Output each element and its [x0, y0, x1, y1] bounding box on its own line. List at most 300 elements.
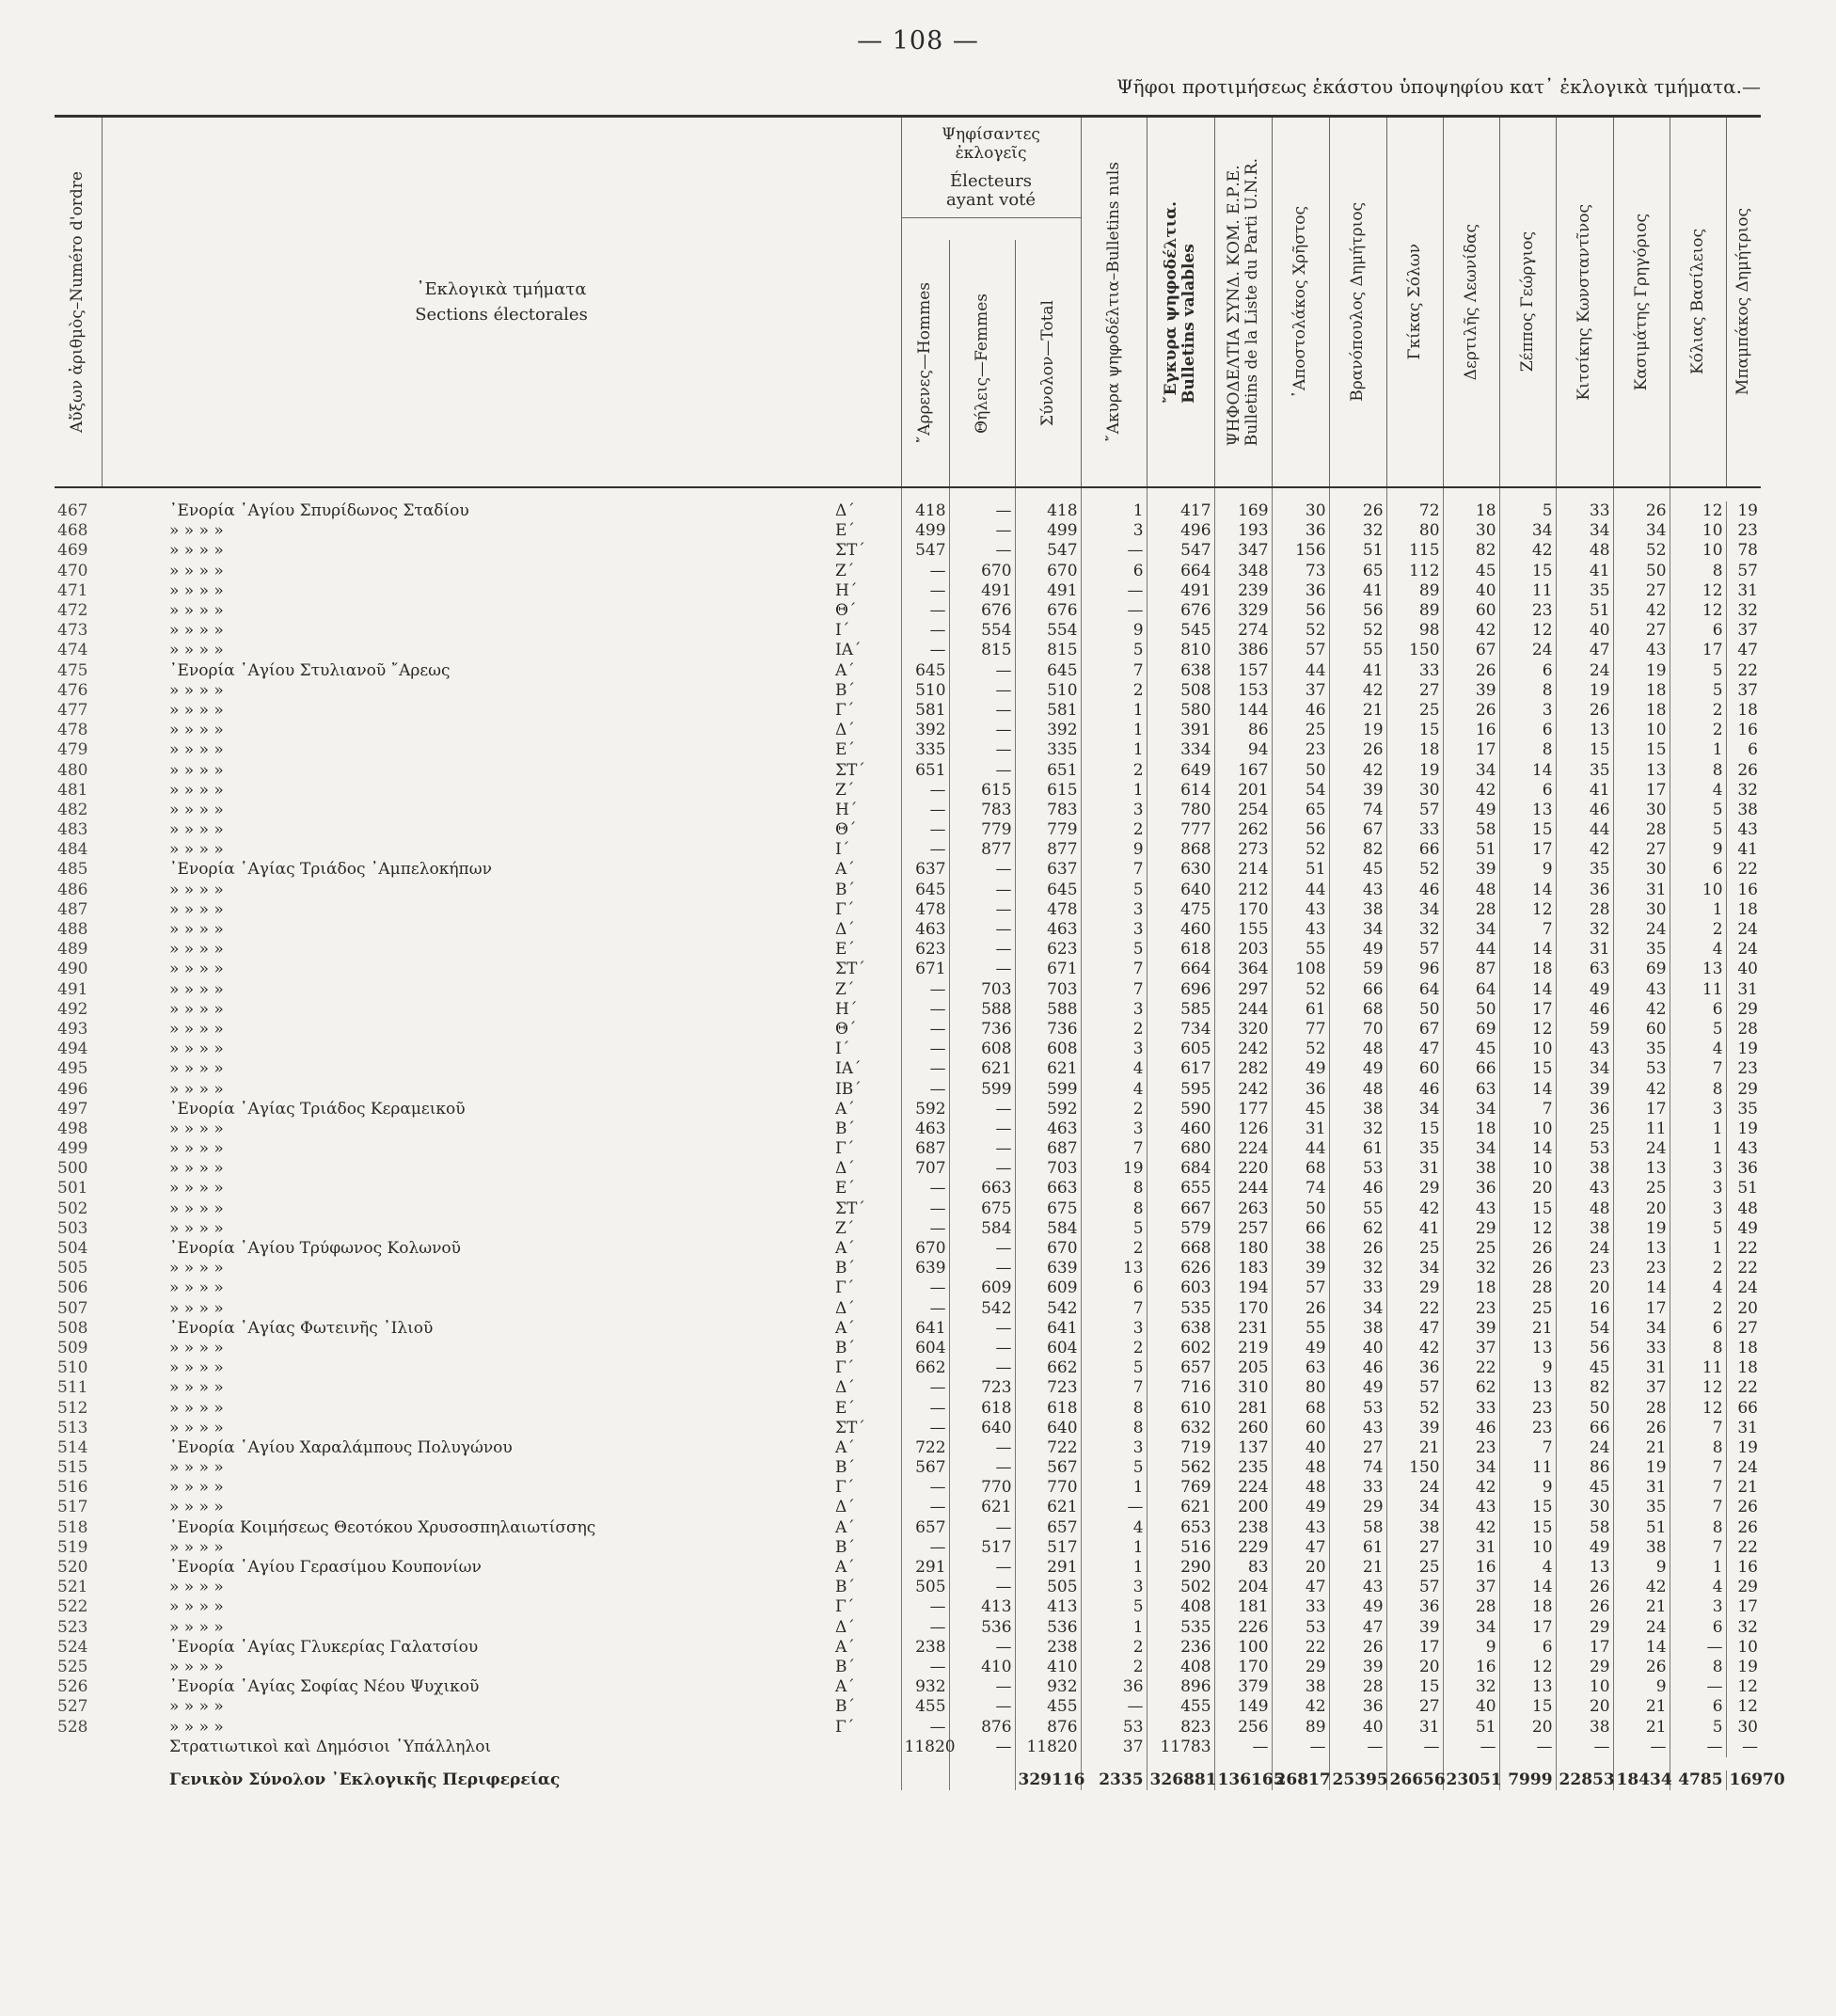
cell-value: 37 [1726, 621, 1761, 641]
cell-value: 205 [1214, 1358, 1272, 1378]
cell-value: 28 [1726, 1020, 1761, 1040]
section-name: ᾽Ενορία ῾Αγίου Στυλιανοῦ ῎Αρεως [169, 660, 451, 680]
cell-value: 13 [1499, 1677, 1556, 1697]
cell-value: 19 [1613, 661, 1670, 681]
header-total: Σύνολον—Total [1037, 300, 1057, 426]
cell-value: 4 [1670, 940, 1726, 960]
header-candidate-9: Μπαμπάκος Δημήτριος [1733, 208, 1753, 396]
header-candidate-5: Ζέππος Γεώργιος [1517, 231, 1537, 373]
section-letter: Ε΄ [835, 521, 855, 541]
cell-value: 297 [1214, 980, 1272, 1000]
row-number: 510 [57, 1358, 88, 1378]
table-row [55, 1498, 1761, 1517]
row-number: 487 [57, 899, 88, 919]
cell-value: 32 [1329, 521, 1386, 541]
cell-value: 67 [1443, 641, 1499, 660]
cell-value: — [901, 1299, 949, 1319]
cell-value: 536 [1015, 1618, 1081, 1638]
cell-value: 9 [1443, 1638, 1499, 1658]
cell-value: 43 [1272, 920, 1329, 940]
cell-value: 36 [1386, 1597, 1443, 1617]
row-number: 488 [57, 920, 88, 940]
section-name: Στρατιωτικοὶ καὶ Δημόσιοι ῾Υπάλληλοι [169, 1737, 492, 1756]
cell-value: 615 [1015, 781, 1081, 801]
section-name: » » » » [169, 760, 224, 780]
cell-value: 8 [1499, 740, 1556, 760]
cell-value: 9 [1613, 1558, 1670, 1578]
cell-value: 43 [1272, 1518, 1329, 1538]
cell-value: — [901, 641, 949, 660]
section-letter: Γ΄ [835, 700, 855, 720]
cell-value: — [1272, 1738, 1329, 1757]
cell-value: 17 [1386, 1638, 1443, 1658]
cell-value: 12 [1499, 1020, 1556, 1040]
section-letter: Θ΄ [835, 601, 857, 621]
section-name: » » » » [169, 561, 224, 580]
cell-value: 21 [1386, 1438, 1443, 1458]
cell-value: 18 [1613, 701, 1670, 721]
section-letter: Α΄ [835, 1239, 855, 1259]
row-number: 515 [57, 1458, 88, 1478]
row-number: 476 [57, 680, 88, 700]
table-row [55, 1458, 1761, 1478]
cell-value: 392 [1015, 721, 1081, 740]
cell-value: 17 [1613, 1100, 1670, 1119]
cell-value: 201 [1214, 781, 1272, 801]
cell-value: 137 [1214, 1438, 1272, 1458]
cell-value: 39 [1556, 1079, 1613, 1099]
cell-value: 170 [1214, 1299, 1272, 1319]
cell-value: 52 [1329, 621, 1386, 641]
cell-value: 8 [1081, 1398, 1147, 1418]
cell-value: 21 [1329, 701, 1386, 721]
section-name: » » » » [169, 840, 224, 860]
section-letter: Α΄ [835, 1099, 855, 1119]
row-number: 527 [57, 1697, 88, 1717]
grand-total-value: 136165 [1214, 1770, 1272, 1790]
cell-value: 31 [1386, 1717, 1443, 1737]
cell-value: 22 [1272, 1638, 1329, 1658]
cell-value: 55 [1329, 641, 1386, 660]
cell-value: 257 [1214, 1219, 1272, 1239]
page-subtitle: Ψῆφοι προτιμήσεως ἑκάστου ὑποψηφίου κατ᾽ ἐκλογικὰ τμήματα.— [1116, 75, 1761, 98]
cell-value: 41 [1556, 781, 1613, 801]
cell-value: 7 [1670, 1458, 1726, 1478]
cell-value: 38 [1556, 1219, 1613, 1239]
section-letter: Δ΄ [835, 1617, 855, 1637]
cell-value: — [1670, 1738, 1726, 1757]
table-row [55, 760, 1761, 780]
cell-value: 417 [1147, 501, 1214, 521]
cell-value: 510 [1015, 681, 1081, 701]
cell-value: — [901, 581, 949, 601]
section-letter: Γ΄ [835, 1597, 855, 1617]
cell-value: 719 [1147, 1438, 1214, 1458]
cell-value: 18 [1726, 900, 1761, 920]
cell-value: 3 [1670, 1597, 1726, 1617]
cell-value: 10 [1499, 1040, 1556, 1059]
row-number: 496 [57, 1079, 88, 1099]
cell-value: 41 [1329, 661, 1386, 681]
row-number: 482 [57, 800, 88, 819]
cell-value: 664 [1147, 960, 1214, 979]
cell-value: — [901, 980, 949, 1000]
cell-value: 10 [1613, 721, 1670, 740]
row-number: 513 [57, 1418, 88, 1437]
cell-value: 53 [1556, 1139, 1613, 1159]
cell-value: 34 [1613, 521, 1670, 541]
cell-value: 60 [1443, 601, 1499, 621]
cell-value: 44 [1272, 1139, 1329, 1159]
section-name: » » » » [169, 680, 224, 700]
cell-value: 26 [1329, 1638, 1386, 1658]
header-candidate-2: Βρανόπουλος Δημήτριος [1348, 202, 1368, 402]
row-number: 505 [57, 1259, 88, 1278]
grand-total-value: 7999 [1499, 1770, 1556, 1790]
cell-value: 21 [1613, 1717, 1670, 1737]
spacer-row [55, 487, 1761, 501]
section-letter: Ε΄ [835, 1179, 855, 1198]
row-number: 471 [57, 580, 88, 600]
cell-value: 27 [1386, 1697, 1443, 1717]
cell-value: 23 [1726, 1059, 1761, 1079]
cell-value: 27 [1386, 1538, 1443, 1558]
row-number: 499 [57, 1139, 88, 1159]
table-row [55, 1378, 1761, 1398]
cell-value: 10 [1726, 1638, 1761, 1658]
cell-value: 24 [1499, 641, 1556, 660]
section-letter: Β΄ [835, 1578, 855, 1597]
cell-value: 20 [1272, 1558, 1329, 1578]
cell-value: 37 [1443, 1339, 1499, 1358]
section-letter: ΣΤ΄ [835, 541, 865, 561]
cell-value: 653 [1147, 1518, 1214, 1538]
cell-value: 1 [1081, 740, 1147, 760]
cell-value: 603 [1147, 1278, 1214, 1298]
cell-value: 57 [1386, 1378, 1443, 1398]
row-number: 470 [57, 561, 88, 580]
table-row [55, 1159, 1761, 1179]
cell-value: — [901, 1618, 949, 1638]
cell-value: 783 [949, 801, 1015, 820]
cell-value: — [949, 940, 1015, 960]
cell-value: 10 [1670, 541, 1726, 561]
cell-value: 460 [1147, 920, 1214, 940]
cell-value: 19 [1726, 501, 1761, 521]
cell-value: — [901, 1419, 949, 1438]
cell-value: 61 [1272, 1000, 1329, 1020]
cell-value: 408 [1147, 1658, 1214, 1677]
cell-value: 5 [1670, 661, 1726, 681]
cell-value: 64 [1443, 980, 1499, 1000]
table-row [55, 1518, 1761, 1538]
cell-value: 49 [1272, 1339, 1329, 1358]
table-row [55, 980, 1761, 1000]
cell-value: 670 [901, 1239, 949, 1259]
row-number: 522 [57, 1597, 88, 1617]
cell-value: 491 [949, 581, 1015, 601]
cell-value: 1 [1670, 740, 1726, 760]
cell-value: 48 [1329, 1040, 1386, 1059]
cell-value: 769 [1147, 1478, 1214, 1498]
results-table [55, 115, 1785, 1790]
cell-value: 36 [1272, 1079, 1329, 1099]
cell-value: 5 [1670, 1219, 1726, 1239]
cell-value: 34 [1556, 521, 1613, 541]
cell-value: 21 [1613, 1438, 1670, 1458]
section-name: ᾽Ενορία ῾Αγίας Τριάδος ᾽Αμπελοκήπων [169, 860, 492, 880]
cell-value: 53 [1272, 1618, 1329, 1638]
cell-value: 31 [1613, 881, 1670, 900]
cell-value: — [949, 1100, 1015, 1119]
cell-value: 2 [1670, 701, 1726, 721]
cell-value: 40 [1726, 960, 1761, 979]
cell-value: 25 [1556, 1119, 1613, 1139]
cell-value: 876 [949, 1717, 1015, 1737]
cell-value: 60 [1613, 1020, 1670, 1040]
cell-value: 21 [1499, 1319, 1556, 1339]
row-number: 509 [57, 1338, 88, 1357]
cell-value: 63 [1443, 1079, 1499, 1099]
cell-value: — [949, 1697, 1015, 1717]
cell-value: 5 [1081, 1219, 1147, 1239]
cell-value: 53 [1329, 1159, 1386, 1179]
cell-value: — [949, 960, 1015, 979]
cell-value: 463 [1015, 1119, 1081, 1139]
section-letter: Β΄ [835, 680, 855, 700]
cell-value: 39 [1386, 1618, 1443, 1638]
cell-value: 13 [1613, 760, 1670, 780]
cell-value: 32 [1443, 1677, 1499, 1697]
cell-value: 48 [1556, 1199, 1613, 1219]
section-letter: Δ΄ [835, 1159, 855, 1179]
cell-value: 3 [1081, 801, 1147, 820]
cell-value: 22 [1726, 1259, 1761, 1278]
cell-value: 37 [1726, 681, 1761, 701]
section-letter: Ζ΄ [835, 561, 855, 580]
cell-value: 26 [1499, 1239, 1556, 1259]
cell-value: 17 [1499, 1000, 1556, 1020]
cell-value: 621 [1015, 1059, 1081, 1079]
cell-value: 34 [1443, 1618, 1499, 1638]
cell-value: 20 [1499, 1179, 1556, 1198]
cell-value: 36 [1081, 1677, 1147, 1697]
cell-value: 242 [1214, 1040, 1272, 1059]
cell-value: 155 [1214, 920, 1272, 940]
section-name: » » » » [169, 940, 224, 960]
cell-value: 83 [1214, 1558, 1272, 1578]
table-row [55, 562, 1761, 581]
cell-value: 3 [1081, 1438, 1147, 1458]
cell-value: — [949, 1558, 1015, 1578]
section-letter: ΙΒ΄ [835, 1079, 862, 1099]
cell-value: 177 [1214, 1100, 1272, 1119]
cell-value: 23 [1556, 1259, 1613, 1278]
cell-value: 39 [1443, 860, 1499, 880]
cell-value: 82 [1329, 840, 1386, 860]
cell-value: 2 [1081, 760, 1147, 780]
cell-value: 664 [1147, 562, 1214, 581]
cell-value: 224 [1214, 1478, 1272, 1498]
cell-value: 20 [1499, 1717, 1556, 1737]
cell-value: 536 [949, 1618, 1015, 1638]
cell-value: 21 [1613, 1597, 1670, 1617]
cell-value: 31 [1386, 1159, 1443, 1179]
cell-value: 42 [1443, 621, 1499, 641]
cell-value: 42 [1556, 840, 1613, 860]
cell-value: 17 [1499, 840, 1556, 860]
row-number: 504 [57, 1239, 88, 1259]
cell-value: — [949, 1518, 1015, 1538]
cell-value: 256 [1214, 1717, 1272, 1737]
cell-value: 8 [1670, 1658, 1726, 1677]
section-letter: ΙΑ΄ [835, 1059, 862, 1079]
cell-value: 34 [1386, 1498, 1443, 1517]
cell-value: 36 [1272, 581, 1329, 601]
cell-value: 34 [1386, 1100, 1443, 1119]
cell-value: 150 [1386, 641, 1443, 660]
table-row [55, 1139, 1761, 1159]
table-row [55, 1079, 1761, 1099]
cell-value: 23 [1499, 1419, 1556, 1438]
cell-value: 42 [1443, 1478, 1499, 1498]
cell-value: 34 [1499, 521, 1556, 541]
cell-value: 273 [1214, 840, 1272, 860]
cell-value: 609 [1015, 1278, 1081, 1298]
section-name: » » » » [169, 580, 224, 600]
cell-value: 491 [1015, 581, 1081, 601]
cell-value: 671 [1015, 960, 1081, 979]
cell-value: 26 [1556, 701, 1613, 721]
cell-value: 238 [1015, 1638, 1081, 1658]
cell-value: 112 [1386, 562, 1443, 581]
cell-value: 66 [1726, 1398, 1761, 1418]
cell-value: 43 [1613, 641, 1670, 660]
cell-value: 28 [1329, 1677, 1386, 1697]
cell-value: 39 [1329, 781, 1386, 801]
row-number: 523 [57, 1617, 88, 1637]
table-row [55, 1618, 1761, 1638]
cell-value: 39 [1272, 1259, 1329, 1278]
cell-value: 676 [1015, 601, 1081, 621]
cell-value: 170 [1214, 900, 1272, 920]
cell-value: 23 [1443, 1438, 1499, 1458]
cell-value: 24 [1556, 661, 1613, 681]
cell-value: 263 [1214, 1199, 1272, 1219]
cell-value: 47 [1272, 1538, 1329, 1558]
section-name: » » » » [169, 999, 224, 1019]
cell-value: 604 [901, 1339, 949, 1358]
cell-value: 1 [1081, 1618, 1147, 1638]
cell-value: 34 [1443, 920, 1499, 940]
cell-value: — [901, 1020, 949, 1040]
cell-value: 29 [1726, 1000, 1761, 1020]
cell-value: 9 [1499, 1478, 1556, 1498]
section-letter: Α΄ [835, 1517, 855, 1537]
cell-value: 722 [901, 1438, 949, 1458]
cell-value: — [901, 1278, 949, 1298]
cell-value: 42 [1443, 1518, 1499, 1538]
cell-value: 7 [1499, 1438, 1556, 1458]
row-number: 486 [57, 880, 88, 899]
cell-value: 226 [1214, 1618, 1272, 1638]
grand-total-value: 26817 [1272, 1770, 1329, 1790]
cell-value: 43 [1556, 1179, 1613, 1198]
cell-value: 38 [1272, 1677, 1329, 1697]
cell-value: 5 [1081, 1597, 1147, 1617]
cell-value: 19 [1081, 1159, 1147, 1179]
cell-value: 657 [901, 1518, 949, 1538]
cell-value: 31 [1726, 1419, 1761, 1438]
table-row [55, 1658, 1761, 1677]
cell-value: 45 [1443, 1040, 1499, 1059]
table-row [55, 1419, 1761, 1438]
cell-value: 703 [1015, 980, 1081, 1000]
cell-value: 386 [1214, 641, 1272, 660]
cell-value: 696 [1147, 980, 1214, 1000]
table-row [55, 740, 1761, 760]
section-name: » » » » [169, 601, 224, 621]
row-number: 517 [57, 1498, 88, 1517]
cell-value: 52 [1272, 980, 1329, 1000]
cell-value: 169 [1214, 501, 1272, 521]
cell-value: 47 [1272, 1578, 1329, 1597]
cell-value: 36 [1329, 1697, 1386, 1717]
cell-value: 29 [1329, 1498, 1386, 1517]
cell-value: 1 [1081, 721, 1147, 740]
cell-value: 670 [949, 562, 1015, 581]
cell-value: 65 [1272, 801, 1329, 820]
cell-value: 815 [949, 641, 1015, 660]
cell-value: 638 [1147, 661, 1214, 681]
cell-value: — [949, 1458, 1015, 1478]
cell-value: 45 [1443, 562, 1499, 581]
cell-value: 34 [1443, 1139, 1499, 1159]
section-letter: Δ΄ [835, 1378, 855, 1398]
table-row [55, 781, 1761, 801]
cell-value: 29 [1272, 1658, 1329, 1677]
cell-value: 13 [1670, 960, 1726, 979]
table-row [55, 1040, 1761, 1059]
cell-value: 244 [1214, 1000, 1272, 1020]
cell-value: 588 [1015, 1000, 1081, 1020]
section-letter: Ε΄ [835, 940, 855, 960]
row-number: 526 [57, 1677, 88, 1697]
cell-value: 28 [1499, 1278, 1556, 1298]
table-row [55, 1558, 1761, 1578]
cell-value: 3 [1081, 1119, 1147, 1139]
cell-value: — [1081, 541, 1147, 561]
cell-value: 82 [1556, 1378, 1613, 1398]
cell-value: 67 [1329, 820, 1386, 840]
cell-value: 3 [1499, 701, 1556, 721]
cell-value: 214 [1214, 860, 1272, 880]
section-name: » » » » [169, 1259, 224, 1278]
section-name: » » » » [169, 1378, 224, 1398]
cell-value: 27 [1329, 1438, 1386, 1458]
section-letter: Η΄ [835, 580, 858, 600]
cell-value: 28 [1613, 1398, 1670, 1418]
cell-value: 47 [1386, 1319, 1443, 1339]
cell-value: 3 [1081, 1578, 1147, 1597]
cell-value: 2 [1081, 820, 1147, 840]
table-row [55, 1179, 1761, 1198]
row-number: 480 [57, 760, 88, 780]
cell-value: 687 [1015, 1139, 1081, 1159]
row-number: 468 [57, 521, 88, 541]
cell-value: 58 [1556, 1518, 1613, 1538]
table-row [55, 940, 1761, 960]
